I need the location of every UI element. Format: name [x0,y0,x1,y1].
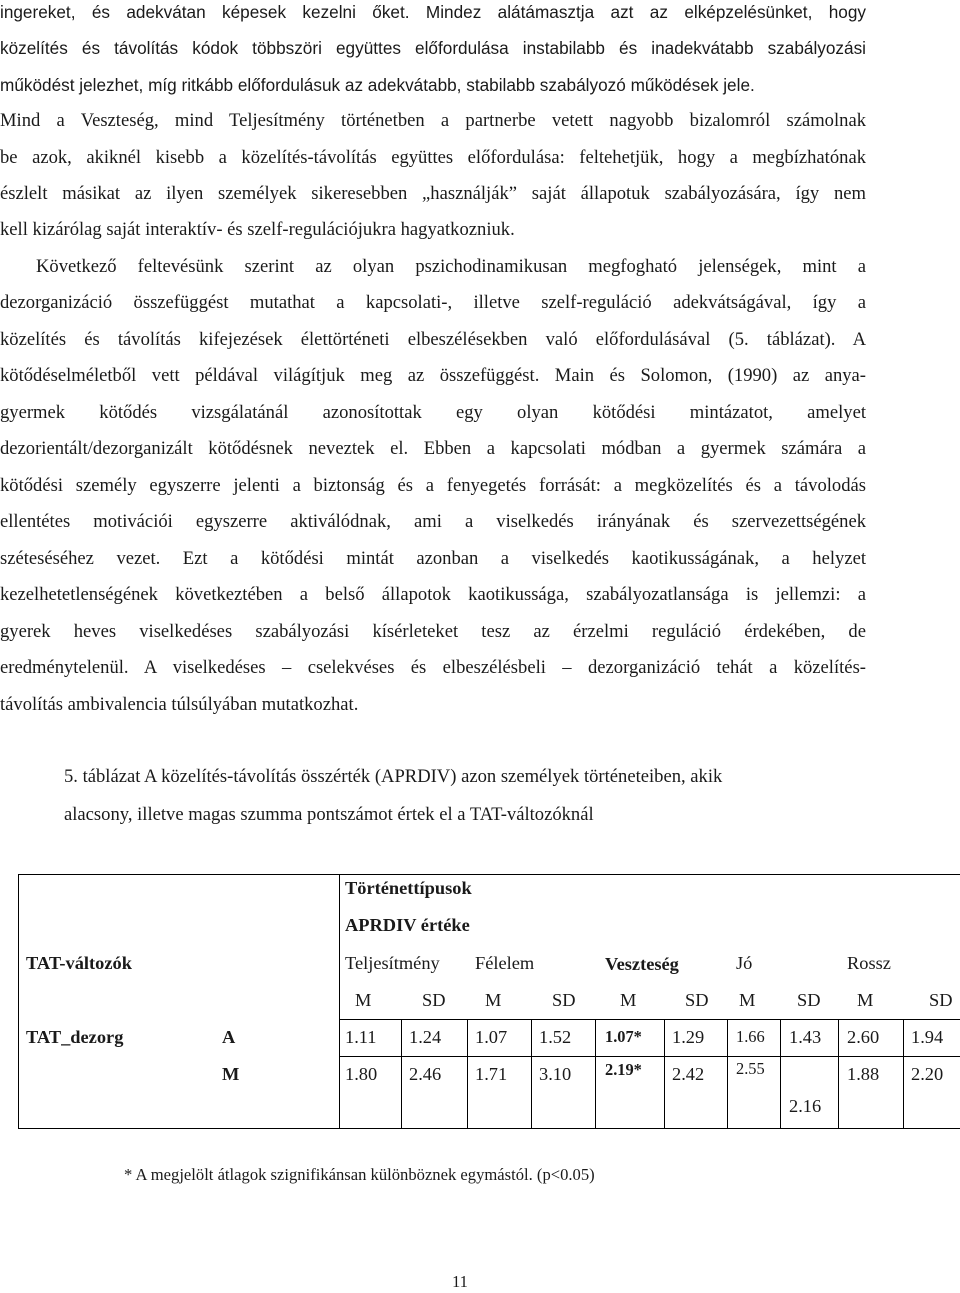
paragraph-line: kezelhetetlenségének következtében a belső állapotok kaotikussága, szabályozatlansága is jellemzi: a [0,584,866,605]
table-bottom-rule [18,1128,960,1129]
paragraph-line: észlelt másikat az ilyen személyek sikeresebben „használják” saját állapotuk szabályozására, így nem [0,183,866,204]
story-type-header: Teljesítmény [345,953,440,973]
story-type-header: Jó [736,953,753,973]
table-cell: 1.52 [539,1027,572,1047]
paragraph-line: működést jelezhet, míg ritkább előfordulásuk az adekvátabb, stabilabb szabályozó működések jele. [0,75,755,95]
table-cell: 2.16 [789,1096,822,1116]
stat-label: SD [422,990,446,1010]
stat-label: M [857,990,874,1010]
table-cell: 1.11 [345,1027,377,1047]
table-col-rule [838,1019,839,1129]
row-label-header: TAT-változók [26,953,132,973]
table-caption: 5. táblázat A közelítés-távolítás összérték (APRDIV) azon személyek történeteiben, akik [64,766,723,787]
table-cell: 1.07 [475,1027,508,1047]
paragraph-line: dezorientált/dezorganizált kötődésnek neveztek el. Ebben a kapcsolati módban a gyermek számára a [0,438,866,459]
table-header-title: Történettípusok [345,878,472,898]
table-cell: 2.46 [409,1064,442,1084]
paragraph-line: távolítás ambivalencia túlsúlyában mutatkozhat. [0,694,359,715]
table-cell: 1.43 [789,1027,822,1047]
table-cell: 1.29 [672,1027,705,1047]
story-type-header: Rossz [847,953,891,973]
table-left-rule [18,874,19,1129]
paragraph-line: kötődési személy egyszerre jelenti a biztonság és a fenyegetés forrását: a megközelítés és a távolodás [0,475,866,496]
variable-name: TAT_dezorg [26,1027,124,1047]
table-cell: 1.94 [911,1027,944,1047]
paragraph-line: gyermek kötődés vizsgálatánál azonosítottak egy olyan kötődési mintázatot, amelyet [0,402,866,423]
table-col-rule [531,1019,532,1129]
paragraph-line: dezorganizáció összefüggést mutathat a kapcsolati-, illetve szelf-reguláció adekvátságával, így a [0,292,866,313]
paragraph-line: ingereket, és adekvátan képesek kezelni őket. Mindez alátámasztja azt az elképzelésünket, hogy [0,2,866,22]
stat-label: SD [552,990,576,1010]
group-label: M [222,1064,240,1084]
story-type-header: Veszteség [605,954,679,974]
stat-label: M [485,990,502,1010]
paragraph-line: Mind a Veszteség, mind Teljesítmény történetben a partnerbe vetett nagyobb bizalomról számolnak [0,110,866,131]
paragraph-line: be azok, akiknél kisebb a közelítés-távolítás együttes előfordulása: feltehetjük, hogy a megbízhatónak [0,147,866,168]
stat-label: SD [797,990,821,1010]
paragraph-line: Következő feltevésünk szerint az olyan pszichodinamikusan megfogható jelenségek, mint a [36,256,866,277]
table-header-subtitle: APRDIV értéke [345,915,470,935]
table-cell: 2.60 [847,1027,880,1047]
table-col-rule [339,874,340,1129]
stat-label: M [355,990,372,1010]
table-col-rule [780,1019,781,1129]
paragraph-line: gyerek heves viselkedéses szabályozási kísérleteket tesz az érzelmi reguláció érdekében, de [0,621,866,642]
table-cell: 2.42 [672,1064,705,1084]
table-cell: 1.88 [847,1064,880,1084]
paragraph-line: ellentétes motivációi egyszerre aktiválódnak, ami a viselkedés irányának és szervezettségének [0,511,866,532]
table-col-rule [401,1019,402,1129]
table-col-rule [664,1019,665,1129]
table-cell: 2.20 [911,1064,944,1084]
table-row-rule [339,1019,960,1020]
paragraph-line: közelítés és távolítás kódok többszöri együttes előfordulása instabilabb és inadekvátabb szabályozási [0,38,866,58]
stat-label: SD [929,990,953,1010]
table-cell: 1.07* [605,1027,642,1046]
group-label: A [222,1027,236,1047]
table-caption: alacsony, illetve magas szumma pontszámot értek el a TAT-változóknál [64,804,594,825]
table-top-rule [18,874,960,875]
table-cell: 1.24 [409,1027,442,1047]
table-cell: 2.19* [605,1060,642,1079]
table-footnote: * A megjelölt átlagok szignifikánsan különböznek egymástól. (p<0.05) [124,1165,595,1184]
paragraph-line: közelítés és távolítás kifejezések élettörténeti elbeszélésekben való előfordulásával (5. táblázat). A [0,329,866,350]
page-number: 11 [452,1272,468,1291]
table-col-rule [595,1019,596,1129]
stat-label: M [739,990,756,1010]
table-row-rule [339,1056,960,1057]
table-cell: 1.80 [345,1064,378,1084]
paragraph-line: kell kizárólag saját interaktív- és szelf-regulációjukra hagyatkozniuk. [0,219,515,240]
paragraph-line: eredménytelenül. A viselkedéses – cselekvéses és elbeszélésbeli – dezorganizáció tehát a közelítés- [0,657,866,678]
stat-label: SD [685,990,709,1010]
table-cell: 2.55 [736,1059,765,1078]
paragraph-line: kötődéselméletből vett példával világítjuk meg az összefüggést. Main és Solomon, (1990) az anya- [0,365,866,386]
table-col-rule [467,1019,468,1129]
story-type-header: Félelem [475,953,535,973]
table-cell: 1.71 [475,1064,508,1084]
table-cell: 1.66 [736,1027,765,1046]
table-col-rule [727,1019,728,1129]
table-cell: 3.10 [539,1064,572,1084]
paragraph-line: széteséséhez vezet. Ezt a kötődési mintát azonban a viselkedés kaotikusságának, a helyzet [0,548,866,569]
table-col-rule [903,1019,904,1129]
stat-label: M [620,990,637,1010]
